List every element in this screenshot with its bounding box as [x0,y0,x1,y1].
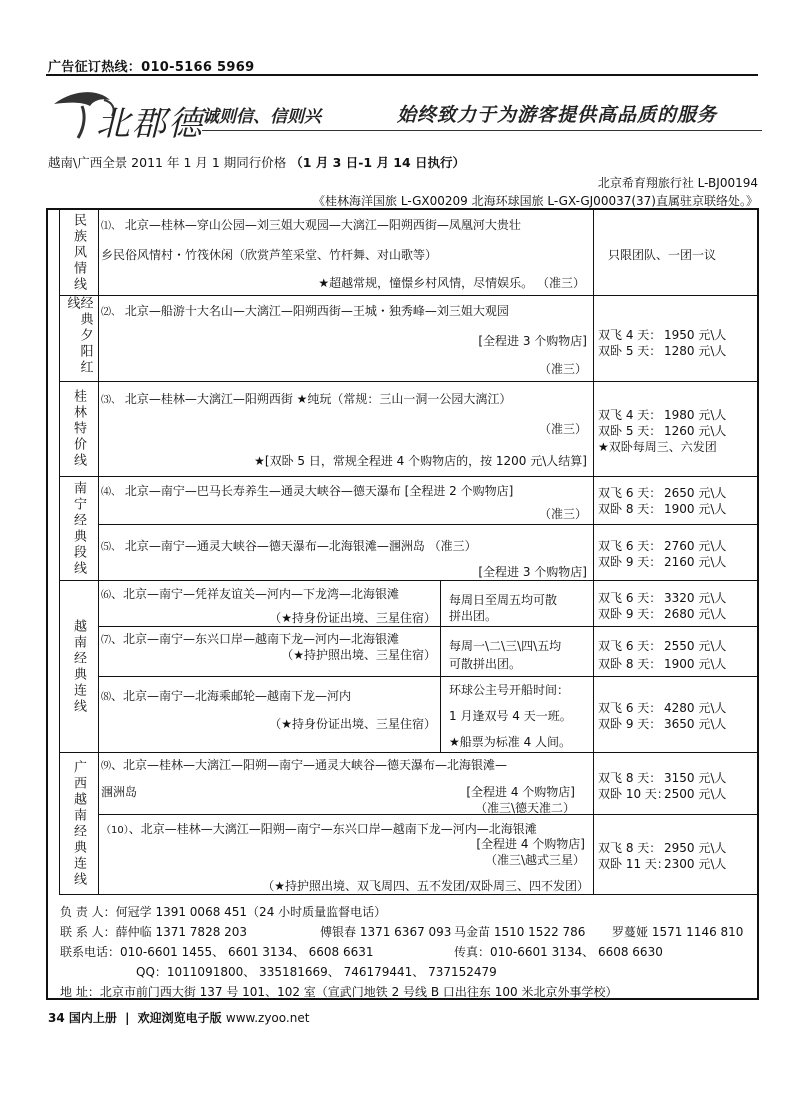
ad-hotline: 广告征订热线：010-5166 5969 [48,60,255,75]
period-title: 越南\广西全景 2011 年 1 月 1 期同行价格 [48,155,287,170]
phone-line: 联系电话：010-6601 1455、 6601 3134、 6608 6631 [60,945,374,959]
footer-separator: | [125,1011,130,1025]
route-7-note1: （★持护照出境、三星住宿） [281,648,436,662]
route-9-note1: [全程进 4 个购物店] [466,785,575,799]
route-row-5 [99,525,593,581]
route-row-9 [99,753,593,815]
price-cell-9 [593,753,757,815]
period-dates: （1 月 3 日-1 月 14 日执行） [290,155,466,170]
route-3-note1: （准三） [538,422,587,436]
contact-line-a: 联 系 人：薛仲临 1371 7828 203 [60,925,248,939]
route-6-line1: ⑹、北京—南宁—凭祥友谊关—河内—下龙湾—北海银滩 [101,587,400,601]
page-footer [48,1009,309,1026]
category-guilin: 桂林特价线 [59,382,99,477]
price-9-b: 双卧 10 天：2500 元\人 [598,787,727,801]
slogan-left: 诚则信、信则兴 [202,107,321,127]
route-10-line1: （10）、北京—桂林—大漓江—阳朔—南宁—东兴口岸—越南下龙—河内—北海银滩 [101,822,537,836]
manager-line: 负 责 人：何冠学 1391 0068 451（24 小时质量监督电话） [60,905,387,919]
price-table [46,208,759,1000]
route-8-schedule-3: ★船票为标准 4 人间。 [449,735,572,749]
category-ethnic: 民族风情线 [59,210,99,296]
price-cell-5 [593,525,757,581]
price-10-a: 双飞 8 天： 2950 元\人 [598,841,727,855]
price-cell-6 [593,581,757,627]
route-4-note1: （准三） [538,507,587,521]
route-8-line1: ⑻、北京—南宁—北海乘邮轮—越南下龙—河内 [101,689,352,703]
price-3-b: 双卧 5 天： 1260 元\人 [598,424,727,438]
agency-name: 北京希育翔旅行社 L-BJ00194 [597,176,758,190]
price-cell-7 [593,627,757,677]
route-row-1 [99,210,593,296]
route-7-schedule-1: 每周一\二\三\四\五均 [449,639,562,653]
route-6-schedule [440,581,593,627]
route-1-line2: 乡民俗风情村・竹筏休闲（欣赏芦笙采堂、竹杆舞、对山歌等） [101,248,438,262]
category-guangxi-vietnam: 广西越南经典连线 [59,753,99,895]
price-8-b: 双卧 9 天： 3650 元\人 [598,717,727,731]
price-7-b: 双卧 8 天： 1900 元\人 [598,657,727,671]
route-4-line1: ⑷、 北京—南宁—巴马长寿养生—通灵大峡谷—德天瀑布 [全程进 2 个购物店] [101,484,514,498]
route-row-8 [99,677,440,753]
category-sunset: 经典夕阳红线 [59,296,99,382]
route-5-note1: [全程进 3 个购物店] [478,565,587,579]
price-cell-3 [593,382,757,477]
route-7-schedule [440,627,593,677]
route-1-note: ★超越常规，憧憬乡村风情，尽情娱乐。 （准三） [318,276,585,290]
welcome-text: 欢迎浏览电子版 [137,1011,222,1025]
price-cell-2 [593,296,757,382]
license-line: 《桂林海洋国旅 L-GX00209 北海环球国旅 L-GX-GJ00037(37)直属驻京联络处。》 [313,194,758,208]
route-10-note3: （★持护照出境、双飞周四、五不发团/双卧周三、四不发团） [262,879,589,893]
price-cell-4 [593,477,757,525]
route-row-10 [99,815,593,895]
route-1-line1: ⑴、 北京—桂林—穿山公园—刘三姐大观园—大漓江—阳朔西街—凤凰河大贵壮 [101,218,521,232]
route-7-line1: ⑺、北京—南宁—东兴口岸—越南下龙—河内—北海银滩 [101,632,400,646]
price-4-b: 双卧 8 天： 1900 元\人 [598,502,727,516]
category-nanning: 南宁经典段线 [59,477,99,581]
page-number: 34 [48,1011,65,1025]
route-2-note2: （准三） [538,362,587,376]
price-5-b: 双卧 9 天： 2160 元\人 [598,555,727,569]
route-9-line1: ⑼、北京—桂林—大漓江—阳朔—南宁—通灵大峡谷—德天瀑布—北海银滩— [101,758,508,772]
price-4-a: 双飞 6 天： 2650 元\人 [598,486,727,500]
route-9-line2: 涠洲岛 [101,785,138,799]
route-2-note1: [全程进 3 个购物店] [478,334,587,348]
route-row-6 [99,581,440,627]
brand-calligraphy: 北郡德 [96,104,204,144]
route-9-note2: （准三\德天准二） [474,801,575,815]
price-6-a: 双飞 6 天： 3320 元\人 [598,591,727,605]
price-cell-1 [593,210,757,296]
route-8-schedule-1: 环球公主号开船时间： [449,683,570,697]
route-row-4 [99,477,593,525]
header-rule [46,74,758,76]
price-5-a: 双飞 6 天： 2760 元\人 [598,539,727,553]
price-8-a: 双飞 6 天： 4280 元\人 [598,701,727,715]
route-5-line1: ⑸、 北京—南宁—通灵大峡谷—德天瀑布—北海银滩—涠洲岛 （准三） [101,539,477,553]
route-6-note1: （★持身份证出境、三星住宿） [269,611,436,625]
price-3-a: 双飞 4 天： 1980 元\人 [598,408,727,422]
section-name: 国内上册 [68,1011,117,1025]
route-8-note1: （★持身份证出境、三星住宿） [269,717,436,731]
price-period [48,153,465,171]
route-row-2 [99,296,593,382]
contact-line-c: 马金苗 1510 1522 786 [454,925,586,939]
route-10-note2: （准三\越式三星） [484,853,585,867]
address-line: 地 址：北京市前门西大街 137 号 101、102 室（宣武门地铁 2 号线 B 口出往东 100 米北京外事学校） [60,985,618,999]
slogan-right: 始终致力于为游客提供高品质的服务 [397,104,718,126]
category-vietnam: 越南经典连线 [59,581,99,753]
price-2-b: 双卧 5 天： 1280 元\人 [598,344,727,358]
route-8-schedule [440,677,593,753]
route-2-line1: ⑵、 北京—船游十大名山—大漓江—阳朔西街—王城・独秀峰—刘三姐大观园 [101,304,509,318]
fax-line: 传真：010-6601 3134、 6608 6630 [454,945,663,959]
brand-banner [52,82,758,142]
price-cell-8 [593,677,757,753]
contact-line-b: 傅银春 1371 6367 093 [320,925,452,939]
price-10-b: 双卧 11 天：2300 元\人 [598,857,727,871]
price-6-b: 双卧 9 天： 2680 元\人 [598,607,727,621]
price-cell-10 [593,815,757,895]
route-3-line1: ⑶、 北京—桂林—大漓江—阳朔西街 ★纯玩（常规：三山一洞一公园大漓江） [101,392,512,406]
slogan-underline [202,130,762,131]
price-7-a: 双飞 6 天： 2550 元\人 [598,639,727,653]
footer-url[interactable]: www.zyoo.net [225,1011,310,1025]
price-1-text: 只限团队、一团一议 [608,248,717,262]
route-8-schedule-2: 1 月逢双号 4 天一班。 [449,709,572,723]
route-6-schedule-2: 拼出团。 [449,609,498,623]
route-3-note2: ★[双卧 5 日，常规全程进 4 个购物店的，按 1200 元\人结算] [254,454,587,468]
route-row-3 [99,382,593,477]
contact-line-d: 罗蔓娅 1571 1146 810 [612,925,744,939]
price-9-a: 双飞 8 天： 3150 元\人 [598,771,727,785]
route-7-schedule-2: 可散拼出团。 [449,657,522,671]
price-3-note: ★双卧每周三、六发团 [598,440,717,454]
qq-line: QQ：1011091800、 335181669、 746179441、 737152479 [136,965,497,979]
route-row-7 [99,627,440,677]
price-2-a: 双飞 4 天： 1950 元\人 [598,328,727,342]
route-10-note1: [全程进 4 个购物店] [476,837,585,851]
route-6-schedule-1: 每周日至周五均可散 [449,593,558,607]
